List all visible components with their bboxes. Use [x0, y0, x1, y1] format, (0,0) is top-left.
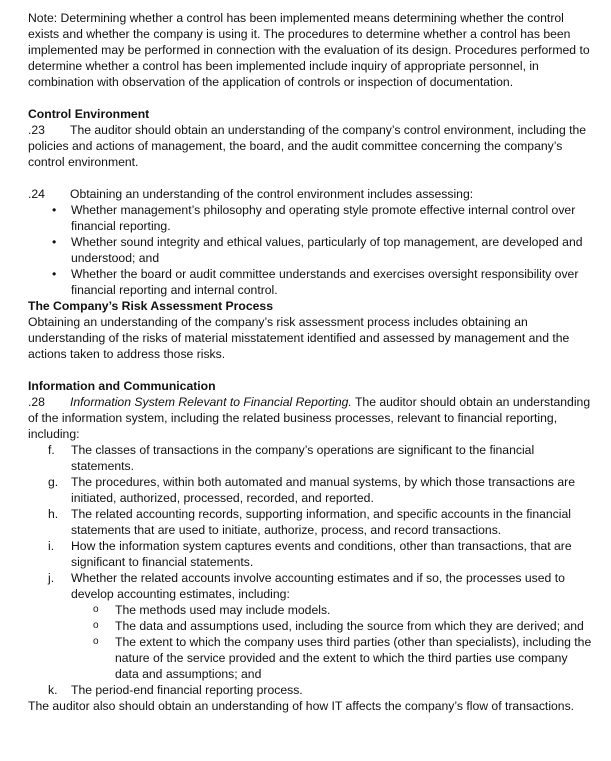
list-item-text: Whether the related accounts involve accounting estimates and if so, the processes used to develop accounting estimates, including: [71, 571, 565, 601]
circle-bullet-icon: o [93, 620, 99, 631]
risk-assessment-heading: The Company’s Risk Assessment Process [28, 299, 273, 313]
bullet-item [28, 202, 594, 234]
control-environment-bullet-list [28, 202, 594, 298]
bullet-icon: • [52, 203, 57, 217]
paragraph-24-text: Obtaining an understanding of the control environment includes assessing: [70, 187, 474, 201]
list-item-text: How the information system captures events and conditions, other than transactions, that are significant to financial statements. [71, 539, 572, 569]
circle-bullet-icon: o [93, 604, 99, 615]
list-item-text: The related accounting records, supporting information, and specific accounts in the financial statements that are used to initiate, authorize, process, and record transactions. [71, 507, 571, 537]
risk-assessment-paragraph: Obtaining an understanding of the company’s risk assessment process includes obtaining an understanding of the risks of material misstatement identified and assessed by management and the actions taken to address those risks. [28, 315, 570, 361]
list-item [28, 474, 594, 506]
list-item [28, 442, 594, 474]
sublist-item [71, 618, 594, 634]
paragraph-24-number: .24 [28, 187, 45, 201]
list-item [28, 682, 594, 698]
control-environment-heading: Control Environment [28, 107, 150, 121]
list-item-text: The period-end financial reporting process. [71, 683, 303, 697]
list-item [28, 570, 594, 682]
information-communication-heading: Information and Communication [28, 379, 216, 393]
estimates-sublist [71, 602, 594, 682]
paragraph-23-number: .23 [28, 123, 45, 137]
note-paragraph: Note: Determining whether a control has been implemented means determining whether the control exists and whether the company is using it. The procedures to determine whether a control has been implemented may be performed in connection with the evaluation of its design. Procedures performed to determine whether a control has been implemented include inquiry of appropriate personnel, in combination with observation of the application of controls or inspection of documentation. [28, 11, 590, 89]
paragraph-28-text: The auditor should obtain an understanding of the information system, including the related business processes, relevant to financial reporting, including: [28, 395, 591, 441]
sublist-item-text: The extent to which the company uses third parties (other than specialists), including the nature of the service provided and the extent to which the third parties use company data and assumptions; and [115, 635, 592, 681]
document-page [28, 10, 594, 714]
paragraph-28 [28, 394, 594, 442]
list-letter: i. [48, 539, 55, 553]
information-system-list [28, 442, 594, 698]
paragraph-23 [28, 122, 594, 170]
bullet-text: Whether management’s philosophy and operating style promote effective internal control over financial reporting. [71, 203, 576, 233]
bullet-item [28, 234, 594, 266]
list-letter: h. [48, 507, 59, 521]
bullet-icon: • [52, 267, 57, 281]
list-letter: k. [48, 683, 58, 697]
list-letter: j. [48, 571, 55, 585]
paragraph-28-number: .28 [28, 395, 45, 409]
bullet-text: Whether sound integrity and ethical values, particularly of top management, are developed and understood; and [71, 235, 583, 265]
bullet-text: Whether the board or audit committee understands and exercises oversight responsibility over financial reporting and internal control. [71, 267, 579, 297]
list-item [28, 506, 594, 538]
paragraph-23-text: The auditor should obtain an understanding of the company’s control environment, including the policies and actions of management, the board, and the audit committee concerning the company’s control environment. [28, 123, 587, 169]
circle-bullet-icon: o [93, 636, 99, 647]
closing-paragraph: The auditor also should obtain an understanding of how IT affects the company’s flow of transactions. [28, 699, 575, 713]
paragraph-28-title: Information System Relevant to Financial Reporting. [70, 395, 352, 409]
paragraph-24-intro [28, 186, 594, 202]
list-item [28, 538, 594, 570]
sublist-item [71, 634, 594, 682]
list-item-text: The classes of transactions in the company’s operations are significant to the financial statements. [71, 443, 535, 473]
bullet-item [28, 266, 594, 298]
sublist-item-text: The methods used may include models. [115, 603, 331, 617]
bullet-icon: • [52, 235, 57, 249]
list-item-text: The procedures, within both automated and manual systems, by which those transactions are initiated, authorized, processed, recorded, and reported. [71, 475, 576, 505]
list-letter: f. [48, 443, 55, 457]
sublist-item-text: The data and assumptions used, including the source from which they are derived; and [115, 619, 584, 633]
list-letter: g. [48, 475, 59, 489]
sublist-item [71, 602, 594, 618]
